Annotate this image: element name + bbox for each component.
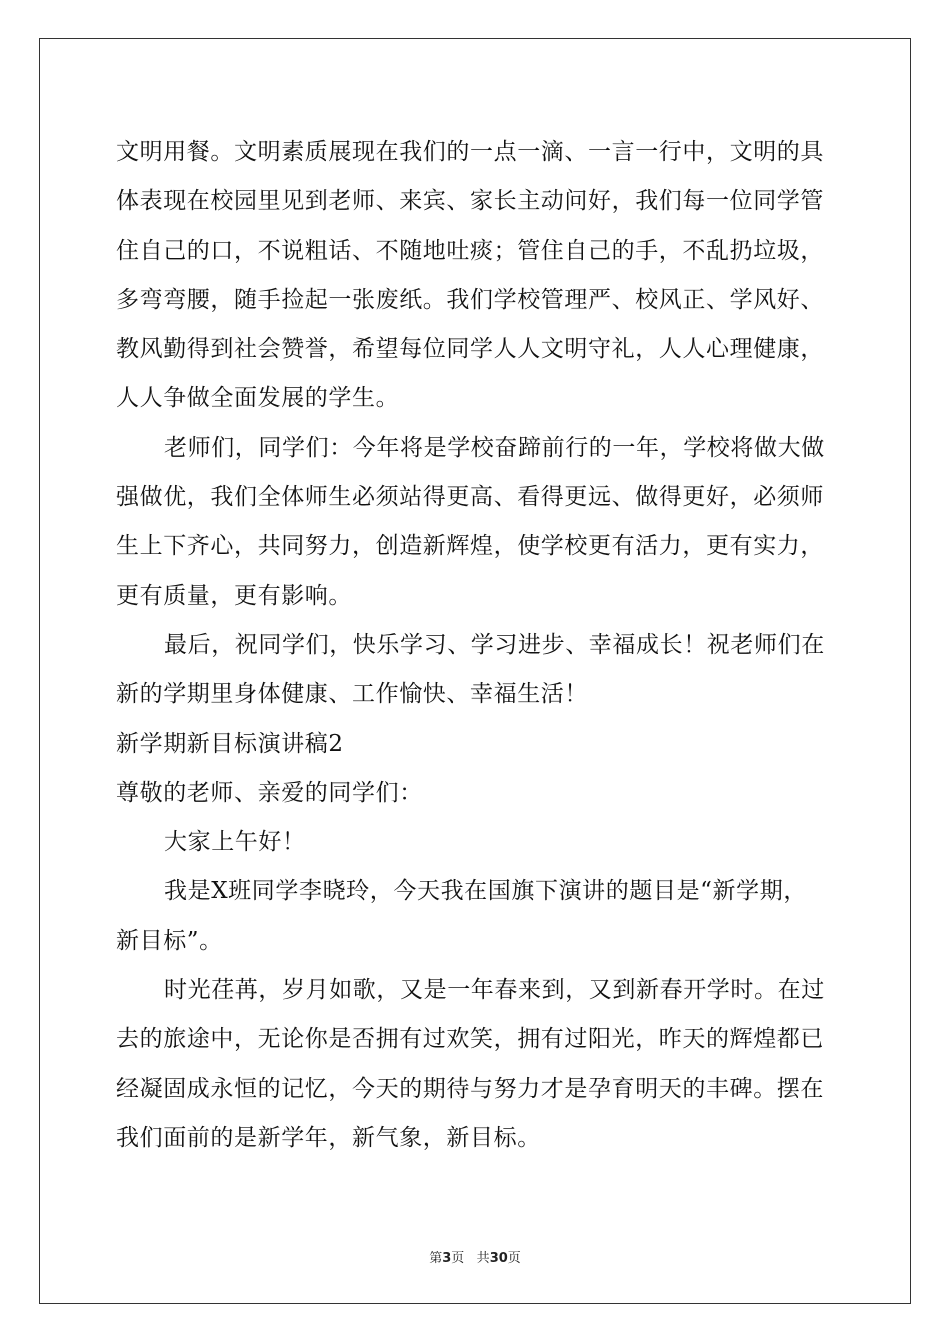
text-line: 时光荏苒，岁月如歌，又是一年春来到，又到新春开学时。在过 <box>164 977 825 1004</box>
text-line: 老师们，同学们：今年将是学校奋蹄前行的一年，学校将做大做 <box>164 434 825 461</box>
page-number: 3 <box>442 1251 452 1266</box>
text-line: 新学期新目标演讲稿2 <box>116 730 344 757</box>
total-prefix: 共 <box>476 1251 490 1266</box>
text-line: 尊敬的老师、亲爱的同学们： <box>116 779 423 806</box>
total-suffix: 页 <box>507 1251 521 1266</box>
text-line: 体表现在校园里见到老师、来宾、家长主动问好，我们每一位同学管 <box>116 188 824 215</box>
page-footer <box>0 1247 950 1266</box>
text-line: 去的旅途中，无论你是否拥有过欢笑，拥有过阳光，昨天的辉煌都已 <box>116 1026 824 1053</box>
text-line: 强做优，我们全体师生必须站得更高、看得更远、做得更好，必须师 <box>116 484 824 511</box>
text-line: 最后，祝同学们，快乐学习、学习进步、幸福成长！祝老师们在 <box>164 631 825 658</box>
text-line: 我是X班同学李晓玲，今天我在国旗下演讲的题目是“新学期， <box>164 878 807 905</box>
document-body <box>116 128 836 1163</box>
total-pages: 30 <box>489 1251 508 1266</box>
text-line: 住自己的口，不说粗话、不随地吐痰；管住自己的手，不乱扔垃圾， <box>116 237 824 264</box>
text-line: 我们面前的是新学年，新气象，新目标。 <box>116 1124 541 1151</box>
text-line: 教风勤得到社会赞誉，希望每位同学人人文明守礼，人人心理健康， <box>116 336 824 363</box>
text-line: 新的学期里身体健康、工作愉快、幸福生活！ <box>116 681 588 708</box>
text-line: 生上下齐心，共同努力，创造新辉煌，使学校更有活力，更有实力， <box>116 533 824 560</box>
text-line: 更有质量，更有影响。 <box>116 582 352 609</box>
text-line: 经凝固成永恒的记忆，今天的期待与努力才是孕育明天的丰碑。摆在 <box>116 1075 824 1102</box>
page-prefix: 第 <box>429 1251 443 1266</box>
text-line: 文明用餐。文明素质展现在我们的一点一滴、一言一行中，文明的具 <box>116 139 824 165</box>
text-line: 新目标”。 <box>116 927 223 954</box>
text-line: 人人争做全面发展的学生。 <box>116 385 400 412</box>
text-line: 大家上午好！ <box>164 829 306 856</box>
page-suffix: 页 <box>451 1251 465 1266</box>
text-line: 多弯弯腰，随手捡起一张废纸。我们学校管理严、校风正、学风好、 <box>116 286 824 313</box>
